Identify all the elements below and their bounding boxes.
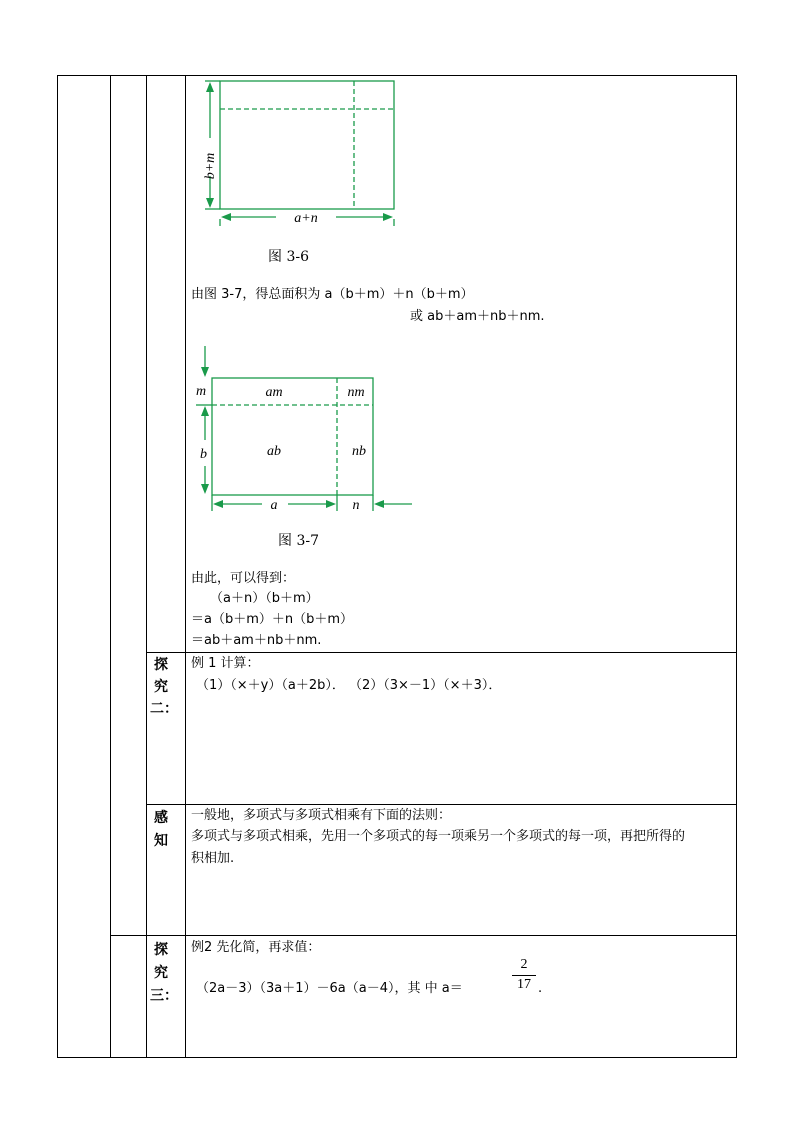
label-char: 探 [154,942,168,958]
table-col1-divider [110,75,111,1058]
label-char: 究 [154,965,168,981]
label-char: 究 [154,679,168,695]
example-1-title: 例 1 计算： [191,656,260,671]
fraction [512,957,536,994]
fig37-left-m: m [196,384,207,399]
rule-statement-cont: 积相加. [191,851,235,866]
row-divider-1 [146,652,737,653]
table-left-border [57,75,58,1058]
derivation-line3: ＝ab＋am＋nb＋nm. [191,633,322,648]
fraction-numerator: 2 [512,957,536,976]
table-bottom-border [57,1057,737,1058]
figure-3-7 [192,344,417,516]
derivation-intro: 由此，可以得到： [191,571,296,586]
table-col2-divider [146,75,147,1058]
derivation-line2: ＝a（b＋m）＋n（b＋m） [191,612,354,627]
row-divider-3 [110,935,737,936]
fig37-left-b: b [200,447,207,462]
table-right-border [736,75,737,1058]
figure-3-6 [190,76,410,236]
fig36-side-label: b+m [203,152,218,180]
area-text-line2: 或 ab＋am＋nb＋nm. [410,309,545,324]
rule-intro: 一般地，多项式与多项式相乘有下面的法则： [191,808,452,823]
label-char: 知 [154,833,168,849]
rule-statement: 多项式与多项式相乘，先用一个多项式的每一项乘另一个多项式的每一项，再把所得的 [191,829,686,844]
fig37-cell-am: am [265,385,283,400]
table-col3-divider [185,75,186,1058]
area-text-line1: 由图 3-7，得总面积为 a（b＋m）＋n（b＋m） [191,287,474,302]
label-char: 二： [150,701,178,717]
label-char: 感 [154,810,168,826]
fig37-bottom-n: n [352,498,360,513]
fig37-cell-ab: ab [267,444,281,459]
fig37-cell-nm: nm [347,385,365,400]
row-divider-2 [146,804,737,805]
example-2-expression: （2a－3）（3a＋1）－6a（a－4），其 中 a＝ [196,981,463,996]
figure-3-7-caption: 图 3-7 [278,533,319,549]
label-char: 探 [154,657,168,673]
expression-end: . [538,981,543,996]
example-1-problems: （1）（×＋y）（a＋2b）． （2）（3×－1）（×＋3）． [196,678,502,693]
figure-3-6-caption: 图 3-6 [268,249,309,265]
fig37-bottom-a: a [270,498,278,513]
fig36-bottom-label: a+n [294,211,318,226]
derivation-line1: （a＋n）（b＋m） [210,591,319,606]
example-2-title: 例2 先化简，再求值： [191,940,321,955]
fig37-cell-nb: nb [352,444,366,459]
fraction-denominator: 17 [517,977,531,992]
label-char: 三： [150,988,178,1004]
